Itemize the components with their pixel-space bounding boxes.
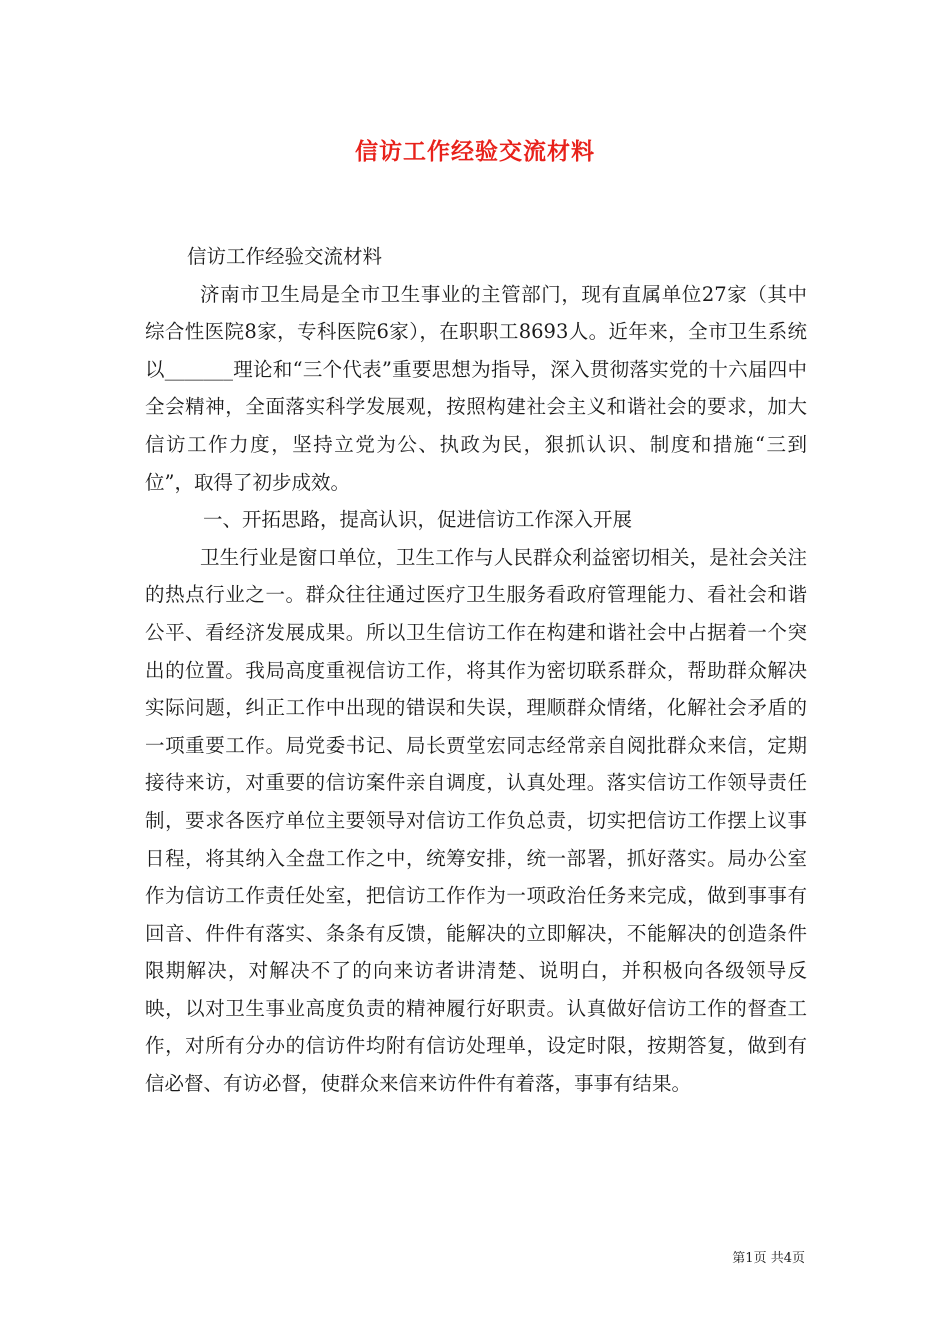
page-footer (732, 1247, 805, 1266)
footer-total-pages: 4 (783, 1251, 792, 1266)
footer-middle: 页 共 (753, 1251, 784, 1266)
paragraph-intro: 济南市卫生局是全市卫生事业的主管部门，现有直属单位27家（其中综合性医院8家，专科医院6家），在职职工8693人。近年来，全市卫生系统以_______理论和“三个代表”重要思想为指导，深入贯彻落实党的十六届四中全会精神，全面落实科学发展观，按照构建社会主义和谐社会的要求，加大信访工作力度，坚持立党为公、执政为民，狠抓认识、制度和措施“三到位”，取得了初步成效。 (145, 282, 807, 494)
paragraph-section-1: 卫生行业是窗口单位，卫生工作与人民群众利益密切相关，是社会关注的热点行业之一。群众往往通过医疗卫生服务看政府管理能力、看社会和谐公平、看经济发展成果。所以卫生信访工作在构建和谐社会中占据着一个突出的位置。我局高度重视信访工作，将其作为密切联系群众，帮助群众解决实际问题，纠正工作中出现的错误和失误，理顺群众情绪，化解社会矛盾的一项重要工作。局党委书记、局长贾堂宏同志经常亲自阅批群众来信，定期接待来访，对重要的信访案件亲自调度，认真处理。落实信访工作领导责任制，要求各医疗单位主要领导对信访工作负总责，切实把信访工作摆上议事日程，将其纳入全盘工作之中，统筹安排，统一部署，抓好落实。局办公室作为信访工作责任处室，把信访工作作为一项政治任务来完成，做到事事有回音、件件有落实、条条有反馈，能解决的立即解决，不能解决的创造条件限期解决，对解决不了的向来访者讲清楚、说明白，并积极向各级领导反映，以对卫生事业高度负责的精神履行好职责。认真做好信访工作的督查工作，对所有分办的信访件均附有信访处理单，设定时限，按期答复，做到有信必督、有访必督，使群众来信来访件件有着落，事事有结果。 (145, 545, 807, 1096)
document-title: 信访工作经验交流材料 (355, 138, 595, 165)
document-subtitle: 信访工作经验交流材料 (187, 245, 383, 268)
footer-current-page: 1 (745, 1251, 754, 1266)
section-heading-1: 一、开拓思路，提高认识，促进信访工作深入开展 (203, 508, 633, 532)
footer-suffix: 页 (791, 1251, 805, 1266)
document-body (145, 238, 807, 1103)
footer-prefix: 第 (732, 1251, 746, 1266)
